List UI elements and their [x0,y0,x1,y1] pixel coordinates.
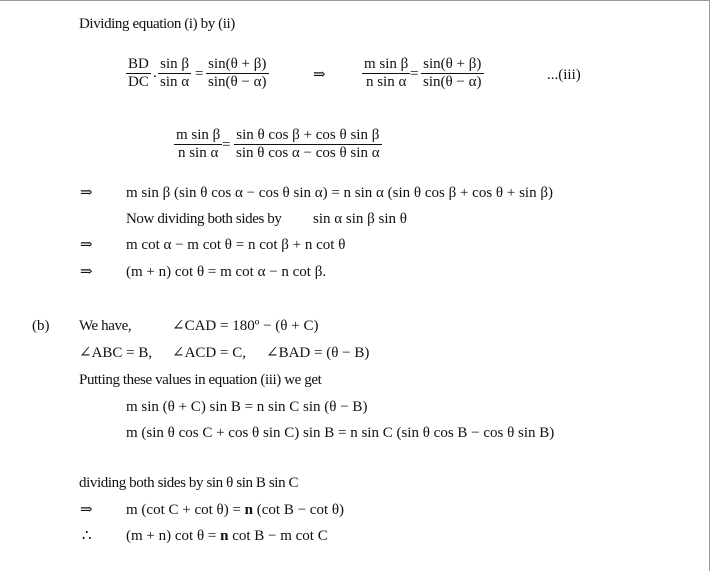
therefore-symbol: ∴ [82,528,92,544]
step-extra: sin α sin β sin θ [313,211,407,227]
frac-sin-theta-beta [206,56,269,91]
step-line: (m + n) cot θ = m cot α − n cot β. [126,264,327,280]
equation-label: ...(iii) [547,67,581,83]
frac-den: sin α [160,74,190,90]
frac-den: sin(θ − α) [423,74,482,90]
frac-sinb-sina [158,56,191,91]
equals-sign: = [195,66,204,82]
frac-num: sin θ cos β + cos θ sin β [234,127,382,145]
frac-num: BD [128,56,149,72]
frac-den: DC [128,74,149,90]
substituted-line-2: m (sin θ cos C + cos θ sin C) sin B = n sin C (sin θ cos B − cos θ sin B) [126,425,555,441]
result-part: cot B − m cot C [228,528,328,544]
result-part: (cot B − cot θ) [253,502,345,518]
equals-sign: = [222,137,231,153]
frac-den: sin θ cos α − cos θ sin α [236,145,380,161]
frac-expanded [234,127,382,162]
step-line: Now dividing both sides by [126,211,282,227]
part-label: (b) [32,318,50,334]
dot-operator: . [153,65,157,81]
angle-cad: ∠CAD = 180º − (θ + C) [172,318,319,334]
result-part: (m + n) cot θ = [126,528,221,544]
angle-bad: ∠BAD = (θ − B) [266,345,370,361]
implies-symbol: ⇒ [80,185,93,201]
equals-sign: = [410,66,419,82]
frac-num: sin(θ + β) [206,56,269,74]
angle-abc: ∠ABC = B, [79,345,153,361]
frac-num: m sin β [364,56,409,72]
substituted-line-1: m sin (θ + C) sin B = n sin C sin (θ − B) [126,399,368,415]
result-line-2 [126,527,328,545]
step-line: m sin β (sin θ cos α − cos θ sin α) = n sin α (sin θ cos β + cos θ + sin β) [126,185,553,201]
angle-acd: ∠ACD = C, [172,345,246,361]
frac-den: n sin α [177,145,219,161]
implies-symbol: ⇒ [80,502,93,518]
putting-text: Putting these values in equation (iii) we get [79,372,322,388]
step-line: m cot α − m cot θ = n cot β + n cot θ [126,237,346,253]
intro-text: Dividing equation (i) by (ii) [79,16,235,32]
implies-symbol: ⇒ [80,237,93,253]
frac-sin-theta-beta-2 [421,56,484,91]
we-have-text: We have, [79,318,132,334]
frac-msinb-nsina [362,56,410,91]
frac-num: m sin β [176,127,221,143]
implies-symbol: ⇒ [80,264,93,280]
frac-num: sin(θ + β) [421,56,484,74]
result-part-bold: n [244,502,254,518]
result-part-bold: n [220,528,229,544]
frac-msinb-nsina-2 [174,127,222,162]
implies-symbol: ⇒ [313,67,326,83]
frac-den: n sin α [365,74,407,90]
frac-num: sin β [158,56,191,74]
result-part: m (cot C + cot θ) = [126,502,245,518]
dividing-text: dividing both sides by sin θ sin B sin C [79,475,299,491]
frac-den: sin(θ − α) [208,74,267,90]
result-line-1 [126,501,344,519]
frac-bd-dc [126,56,151,91]
